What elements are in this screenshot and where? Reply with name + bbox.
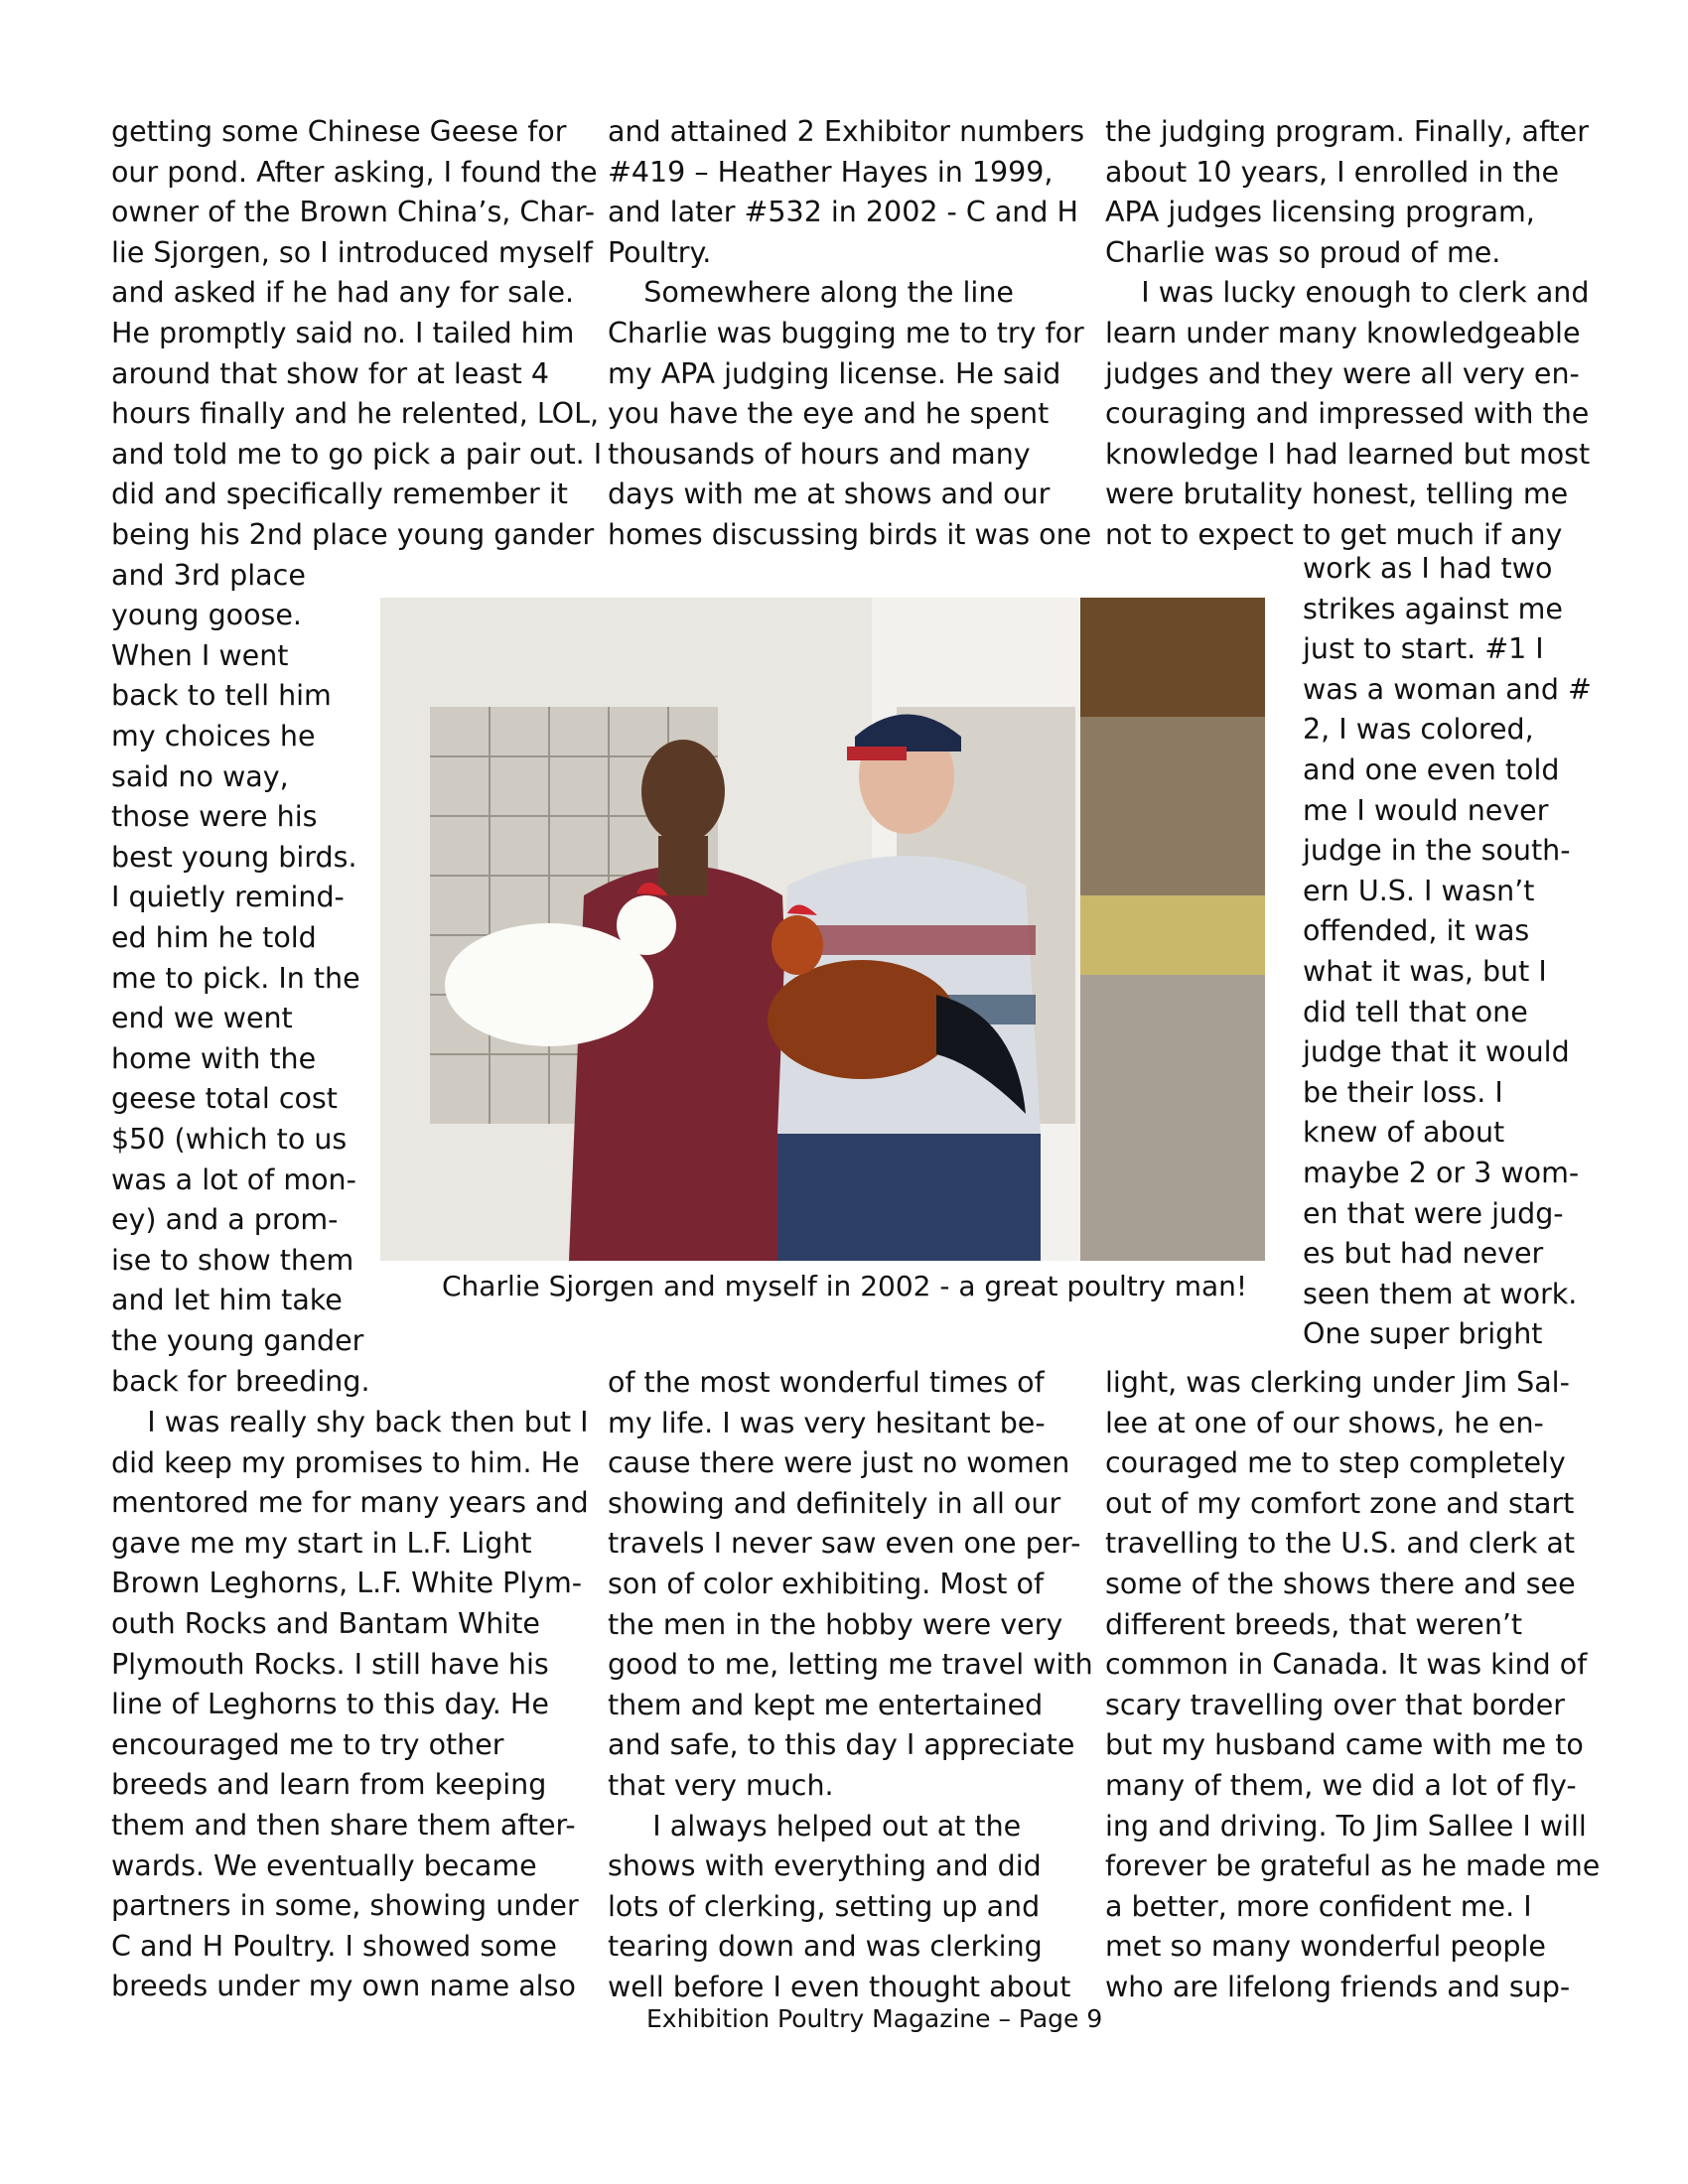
text-line: gave me my start in L.F. Light [111,1526,532,1560]
text-line: owner of the Brown China’s, Char- [111,196,596,229]
text-line: met so many wonderful people [1105,1930,1546,1964]
text-line: being his 2nd place young gander [111,518,595,551]
text-line: lee at one of our shows, he en- [1105,1406,1544,1439]
text-line: and told me to go pick a pair out. I [111,437,603,471]
article-photo [380,598,1265,1261]
text-line: Charlie was so proud of me. [1105,235,1501,269]
text-line: getting some Chinese Geese for [111,115,567,148]
text-line: you have the eye and he spent [608,397,1050,431]
text-line: I quietly remind- [111,881,345,914]
text-line: breeds and learn from keeping [111,1768,547,1802]
text-line: some of the shows there and see [1105,1568,1576,1600]
text-line: good to me, letting me travel with [608,1648,1093,1682]
text-line: ing and driving. To Jim Sallee I will [1105,1809,1587,1843]
text-line: my choices he [111,720,316,752]
text-line: just to start. #1 I [1303,632,1544,666]
text-line: I was lucky enough to clerk and [1105,276,1590,310]
text-line: a better, more confident me. I [1105,1889,1532,1923]
page-footer: Exhibition Poultry Magazine – Page 9 [646,2004,1103,2033]
text-line: Plymouth Rocks. I still have his [111,1647,549,1681]
text-line: different breeds, that weren’t [1105,1607,1523,1641]
text-line: me I would never [1303,793,1549,827]
text-line: and let him take [111,1284,343,1317]
text-line: was a lot of mon- [111,1162,356,1196]
text-line: I was really shy back then but I [111,1406,589,1438]
text-line: maybe 2 or 3 wom- [1303,1157,1580,1189]
text-line: did and specifically remember it [111,478,568,511]
text-line: judge in the south- [1303,834,1571,868]
text-line: ey) and a prom- [111,1203,339,1237]
text-line: young goose. [111,599,302,632]
text-line: about 10 years, I enrolled in the [1105,155,1560,189]
text-line: knowledge I had learned but most [1105,437,1591,471]
text-line: what it was, but I [1303,955,1547,988]
text-line: not to expect to get much if any [1105,518,1563,551]
text-line: around that show for at least 4 [111,356,549,390]
text-line: seen them at work. [1303,1277,1578,1310]
text-line: them and kept me entertained [608,1688,1044,1721]
text-line: ern U.S. I wasn’t [1303,874,1535,907]
text-line: but my husband came with me to [1105,1728,1584,1762]
text-line: learn under many knowledgeable [1105,317,1581,349]
text-line: best young birds. [111,840,357,874]
text-line: the men in the hobby were very [608,1607,1063,1641]
text-line: scary travelling over that border [1105,1688,1565,1721]
text-line: back for breeding. [111,1364,370,1398]
text-line: 2, I was colored, [1303,713,1534,747]
text-line: es but had never [1303,1237,1544,1271]
text-line: travels I never saw even one per- [608,1527,1081,1561]
text-line: judge that it would [1303,1035,1570,1069]
text-line: geese total cost [111,1082,338,1116]
text-line: end we went [111,1002,293,1035]
text-line: encouraged me to try other [111,1727,504,1761]
text-line: many of them, we did a lot of fly- [1105,1769,1577,1802]
text-line: me to pick. In the [111,961,360,995]
text-line: work as I had two [1303,552,1553,585]
text-line: and 3rd place [111,558,306,592]
text-line: lots of clerking, setting up and [608,1889,1041,1923]
text-line: ise to show them [111,1243,354,1277]
text-line: light, was clerking under Jim Sal- [1105,1366,1570,1399]
text-line: Brown Leghorns, L.F. White Plym- [111,1567,583,1600]
text-line: showing and definitely in all our [608,1486,1061,1520]
text-line: APA judges licensing program, [1105,196,1535,229]
text-line: Poultry. [608,235,712,269]
text-line: thousands of hours and many [608,437,1031,471]
text-line: did tell that one [1303,995,1528,1028]
text-line: hours finally and he relented, LOL, [111,397,600,431]
text-line: couraged me to step completely [1105,1446,1566,1480]
text-line: en that were judg- [1303,1196,1564,1230]
text-line: C and H Poultry. I showed some [111,1929,557,1963]
text-line: When I went [111,638,289,672]
text-line: strikes against me [1303,592,1563,625]
text-line: cause there were just no women [608,1446,1070,1480]
text-line: tearing down and was clerking [608,1930,1043,1964]
text-line: shows with everything and did [608,1849,1042,1883]
text-line: One super bright [1303,1317,1543,1351]
text-line: said no way, [111,759,289,793]
text-line: #419 – Heather Hayes in 1999, [608,155,1054,189]
text-line: and later #532 in 2002 - C and H [608,196,1078,229]
text-line: wards. We eventually became [111,1848,537,1882]
text-line: homes discussing birds it was one [608,518,1092,551]
text-line: line of Leghorns to this day. He [111,1688,549,1721]
text-line: my APA judging license. He said [608,356,1061,390]
text-line: be their loss. I [1303,1075,1503,1109]
text-line: of the most wonderful times of [608,1366,1045,1399]
photo-caption: Charlie Sjorgen and myself in 2002 - a great poultry man! [442,1270,1248,1302]
text-line: were brutality honest, telling me [1105,478,1569,511]
text-line: couraging and impressed with the [1105,397,1590,431]
text-line: forever be grateful as he made me [1105,1849,1601,1883]
text-line: and attained 2 Exhibitor numbers [608,115,1085,148]
text-line: the young gander [111,1324,364,1357]
text-line: our pond. After asking, I found the [111,155,598,189]
text-line: He promptly said no. I tailed him [111,317,575,349]
text-line: judges and they were all very en- [1105,356,1580,390]
text-line: home with the [111,1041,317,1075]
text-line: out of my comfort zone and start [1105,1486,1575,1520]
text-line: was a woman and # [1303,672,1592,706]
text-line: son of color exhibiting. Most of [608,1568,1045,1600]
text-line: them and then share them after- [111,1809,576,1842]
text-line: those were his [111,800,318,834]
text-line: and one even told [1303,753,1560,786]
text-line: that very much. [608,1769,834,1802]
text-line: knew of about [1303,1116,1505,1150]
text-line: common in Canada. It was kind of [1105,1648,1588,1682]
text-line: did keep my promises to him. He [111,1445,580,1479]
text-line: and safe, to this day I appreciate [608,1728,1075,1762]
text-line: back to tell him [111,679,332,713]
photo-illustration [380,598,1265,1261]
text-line: I always helped out at the [608,1809,1022,1843]
text-line: $50 (which to us [111,1123,348,1156]
text-line: who are lifelong friends and sup- [1105,1971,1571,2003]
text-line: Charlie was bugging me to try for [608,317,1084,349]
text-line: days with me at shows and our [608,478,1051,511]
text-line: outh Rocks and Bantam White [111,1607,540,1640]
text-line: breeds under my own name also [111,1970,576,2003]
text-line: offended, it was [1303,914,1530,948]
text-line: my life. I was very hesitant be- [608,1406,1046,1439]
text-line: lie Sjorgen, so I introduced myself [111,235,593,269]
text-line: the judging program. Finally, after [1105,115,1589,148]
text-line: well before I even thought about [608,1971,1071,2003]
text-line: mentored me for many years and [111,1486,589,1520]
text-line: and asked if he had any for sale. [111,276,575,310]
text-line: Somewhere along the line [608,276,1014,310]
text-line: partners in some, showing under [111,1889,579,1923]
text-line: travelling to the U.S. and clerk at [1105,1527,1576,1561]
text-line: ed him he told [111,921,317,954]
